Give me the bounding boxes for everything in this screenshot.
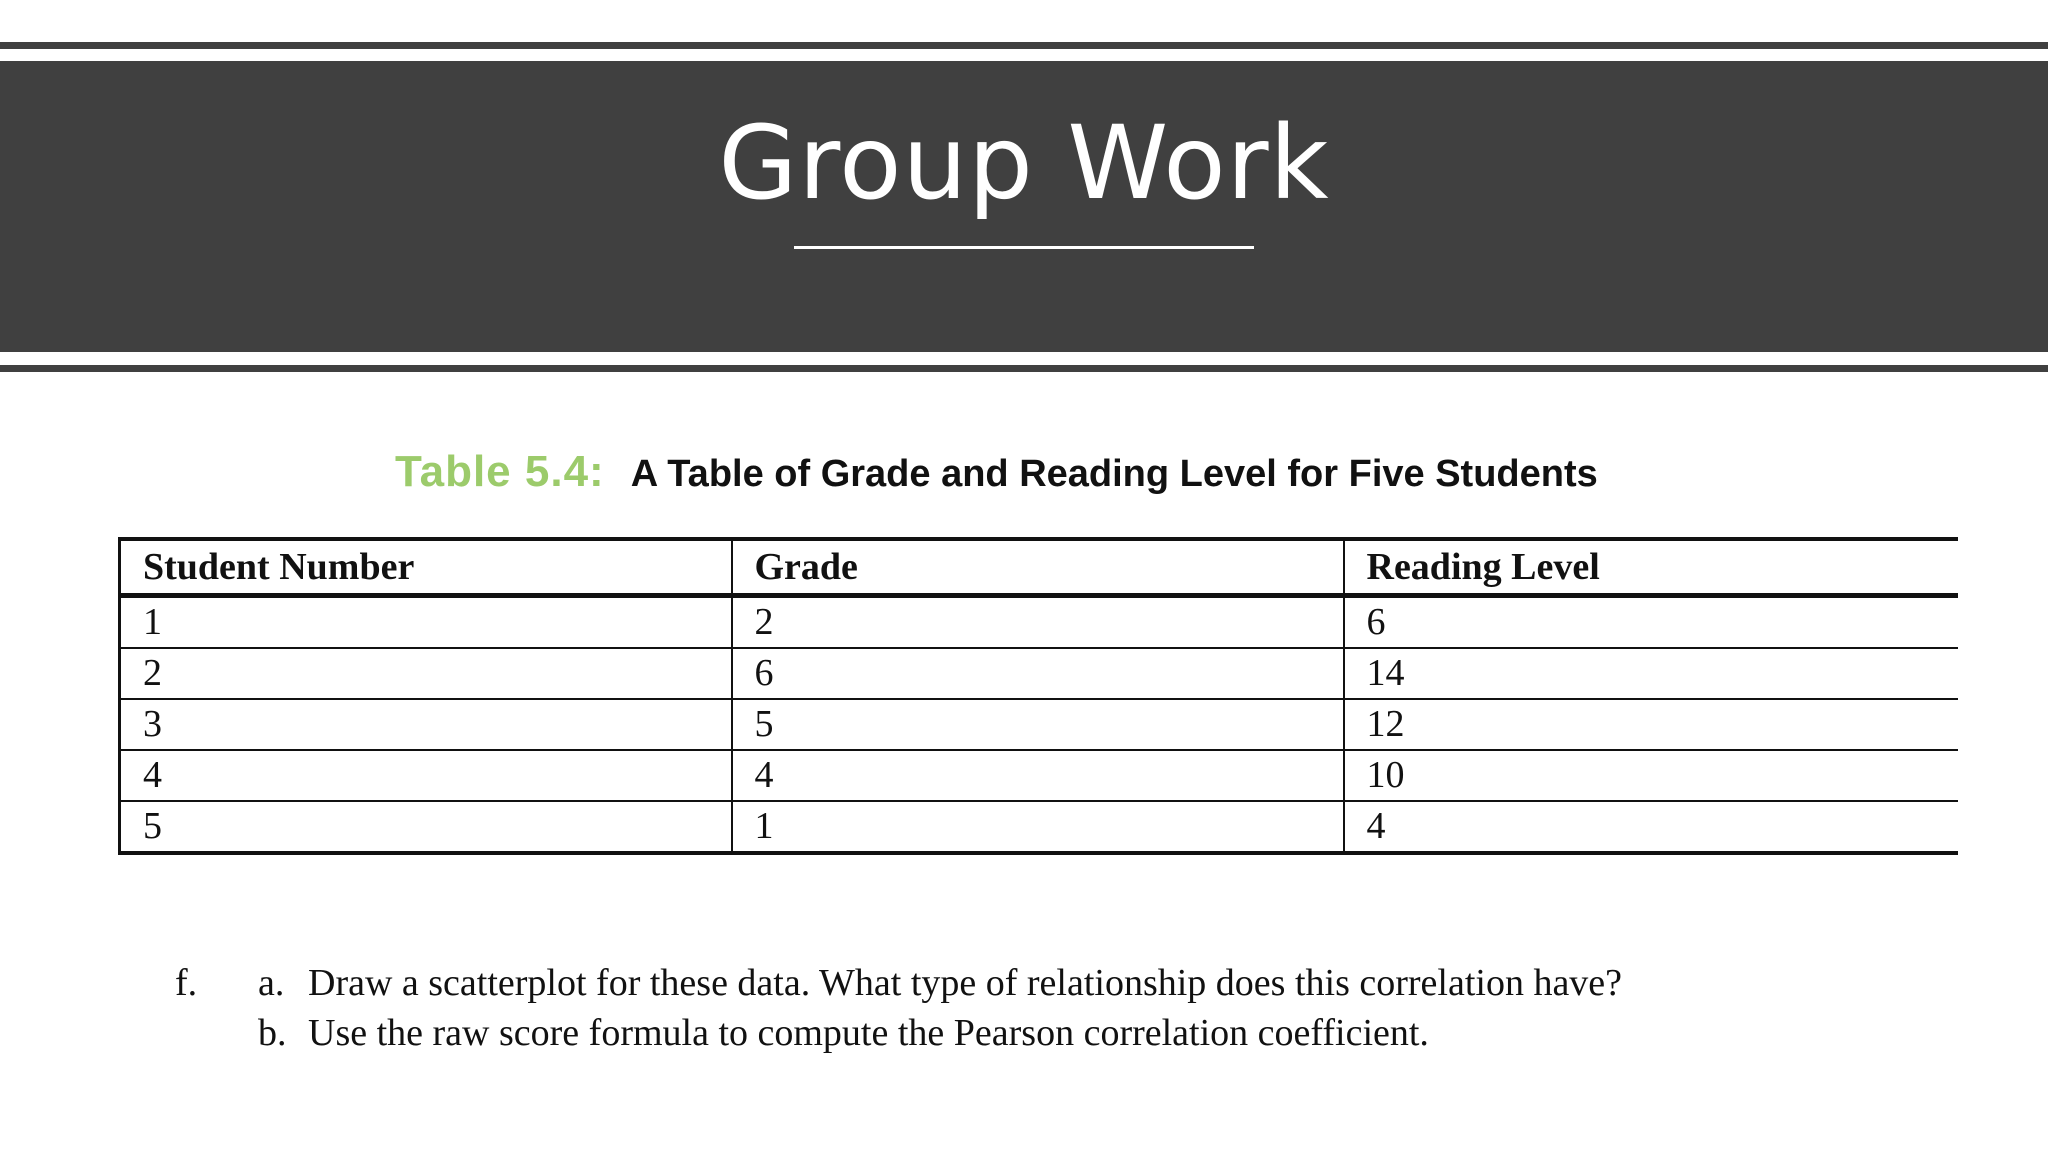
reading-level-cell: 10: [1344, 750, 1958, 801]
table-caption-label: Table 5.4:: [395, 447, 605, 496]
exercise-item-text: Use the raw score formula to compute the Pearson correlation coefficient.: [308, 1012, 1429, 1054]
table-row: [120, 750, 1958, 801]
table-row: [120, 648, 1958, 699]
student-number-cell: 1: [120, 596, 732, 649]
title-underline: [794, 246, 1254, 249]
grade-cell: 2: [732, 596, 1344, 649]
student-number-cell: 2: [120, 648, 732, 699]
grade-cell: 1: [732, 801, 1344, 853]
table-row: [120, 801, 1958, 853]
exercise-marker: f.: [175, 962, 198, 1004]
slide-title: Group Work: [718, 104, 1330, 223]
grade-cell: 6: [732, 648, 1344, 699]
exercise-item-text: Draw a scatterplot for these data. What type of relationship does this correlation have?: [308, 962, 1623, 1004]
exercise-item-b: [258, 1008, 1429, 1058]
table-caption: [395, 446, 1598, 498]
table-row: [120, 596, 1958, 649]
reading-level-cell: 14: [1344, 648, 1958, 699]
data-table: [118, 537, 1958, 855]
reading-level-cell: 4: [1344, 801, 1958, 853]
reading-level-cell: 6: [1344, 596, 1958, 649]
bottom-divider-line: [0, 365, 2048, 372]
column-header-reading-level: Reading Level: [1344, 539, 1958, 596]
grade-cell: 4: [732, 750, 1344, 801]
reading-level-cell: 12: [1344, 699, 1958, 750]
student-number-cell: 5: [120, 801, 732, 853]
top-divider-line: [0, 42, 2048, 49]
column-header-student-number: Student Number: [120, 539, 732, 596]
column-header-grade: Grade: [732, 539, 1344, 596]
exercise-item-a: [258, 958, 1622, 1008]
student-number-cell: 3: [120, 699, 732, 750]
grade-cell: 5: [732, 699, 1344, 750]
table-caption-text: A Table of Grade and Reading Level for Five Students: [630, 453, 1598, 495]
table-row: [120, 699, 1958, 750]
exercise-item-letter: a.: [258, 962, 285, 1004]
table-header-row: [120, 539, 1958, 596]
exercise-item-letter: b.: [258, 1012, 287, 1054]
student-number-cell: 4: [120, 750, 732, 801]
